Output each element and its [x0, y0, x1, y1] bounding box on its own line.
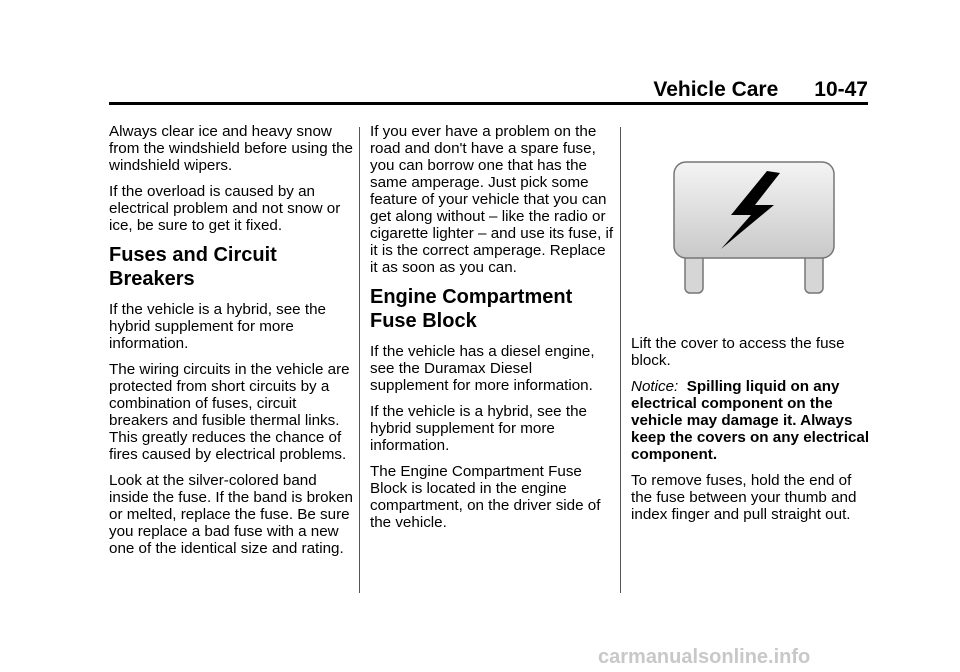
column-divider	[620, 127, 621, 593]
paragraph: Look at the silver-colored band inside the fuse. If the band is broken or melted, replace the fuse. Be sure you replace a bad fuse with a new one of the identical size and rating.	[109, 472, 354, 557]
column-left	[109, 123, 353, 566]
paragraph: If the vehicle has a diesel engine, see the Duramax Diesel supplement for more information.	[370, 343, 595, 394]
fuse-lightning-icon	[673, 161, 835, 295]
watermark: carmanualsonline.info	[598, 646, 811, 668]
paragraph: Lift the cover to access the fuse block.	[631, 335, 845, 369]
paragraph: If the overload is caused by an electrical problem and not snow or ice, be sure to get it fixed.	[109, 183, 341, 234]
paragraph: The Engine Compartment Fuse Block is located in the engine compartment, on the driver side of the vehicle.	[370, 463, 601, 531]
header-rule	[109, 102, 868, 105]
paragraph: If you ever have a problem on the road and don't have a spare fuse, you can borrow one that has the same amperage. Just pick some feature of your vehicle that you can get along without – like the radio or cigarette lighter – and use its fuse, if it is the correct amperage. Replace it as soon as you can.	[370, 123, 614, 276]
paragraph: If the vehicle is a hybrid, see the hybrid supplement for more information.	[109, 301, 326, 352]
section-title: Vehicle Care	[653, 78, 779, 101]
paragraph: Always clear ice and heavy snow from the windshield before using the windshield wipers.	[109, 123, 353, 174]
paragraph: The wiring circuits in the vehicle are protected from short circuits by a combination of fuses, circuit breakers and fusible thermal links. This greatly reduces the chance of fires caused by electrical problems.	[109, 361, 350, 463]
notice-text: Spilling liquid on any electrical component on the vehicle may damage it. Always keep the covers on any electrical component.	[631, 378, 870, 463]
paragraph: To remove fuses, hold the end of the fuse between your thumb and index finger and pull straight out.	[631, 472, 857, 523]
column-right	[631, 123, 871, 532]
notice	[631, 378, 871, 463]
notice-label: Notice:	[631, 378, 679, 395]
column-middle	[370, 123, 614, 540]
column-divider	[359, 127, 360, 593]
paragraph: If the vehicle is a hybrid, see the hybrid supplement for more information.	[370, 403, 587, 454]
section-heading: Engine Compartment Fuse Block	[370, 286, 573, 332]
page-number: 10-47	[814, 78, 868, 101]
section-heading: Fuses and Circuit Breakers	[109, 244, 277, 290]
page-header	[653, 78, 868, 102]
